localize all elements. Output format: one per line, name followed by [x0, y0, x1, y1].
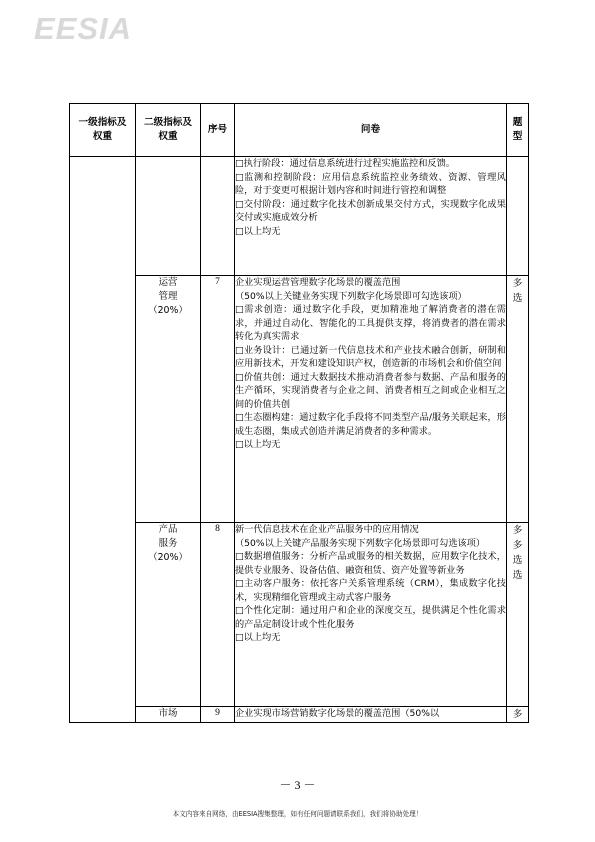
serial-number-7: 7	[201, 276, 235, 523]
footer-disclaimer: 本文内容来自网络，由EESIA搜集整理，如有任何问题请联系我们，我们将协助处理！	[172, 810, 423, 818]
category-product-service: 产品 服务 （20%）	[136, 523, 201, 707]
question-cell-9	[235, 707, 507, 723]
level1-cell	[70, 157, 136, 723]
table-row-continued	[70, 157, 529, 276]
option-line: □业务设计：已通过新一代信息技术和产业技术融合创新，研制和应用新技术，开发和建设知识产权，创造新的市场机会和价值空间	[235, 344, 506, 369]
question-type-8: 多 多 选 选	[507, 523, 529, 707]
table-row-7	[70, 276, 529, 523]
header-serial-number: 序号	[201, 104, 235, 157]
level2-cell-empty	[136, 157, 201, 276]
header-question-type: 题型	[507, 104, 529, 157]
eesia-logo: EESIA	[34, 11, 133, 46]
header-questionnaire: 问卷	[235, 104, 507, 157]
question-cell-8	[235, 523, 507, 707]
page-number: － 3 －	[279, 778, 316, 792]
serial-number-9: 9	[201, 707, 235, 723]
table-header-row	[70, 104, 529, 157]
option-line: □执行阶段：通过信息系统进行过程实施监控和反馈。	[235, 158, 455, 169]
option-line: □数据增值服务：分析产品或服务的相关数据，应用数字化技术，提供专业服务、设备估值、融资租赁、资产处置等新业务	[235, 551, 506, 576]
option-line: □价值共创：通过大数据技术推动消费者参与数据、产品和服务的生产循环，实现消费者与企业之间、消费者相互之间或企业相互之间的价值共创	[235, 371, 506, 410]
category-operations-management: 运营 管理 （20%）	[136, 276, 201, 523]
option-line: □以上均无	[235, 439, 281, 450]
question-title: 企业实现市场营销数字化场景的覆盖范围（50%以	[235, 708, 440, 719]
question-cell-7	[235, 276, 507, 523]
option-line: □个性化定制：通过用户和企业的深度交互，提供满足个性化需求的产品定制设计或个性化服务	[235, 605, 506, 630]
option-line: □交付阶段：通过数字化技术创新成果交付方式，实现数字化成果交付或实施成效分析	[235, 198, 506, 223]
type-cell-empty	[507, 157, 529, 276]
header-level1-indicator: 一级指标及权重	[70, 104, 136, 157]
table-row-8	[70, 523, 529, 707]
option-line: □主动客户服务：依托客户关系管理系统（CRM），集成数字化技术，实现精细化管理或主动式客户服务	[235, 578, 506, 603]
question-title: 企业实现运营管理数字化场景的覆盖范围	[235, 277, 401, 288]
option-line: □以上均无	[235, 225, 281, 237]
question-note: （50%以上关键产品服务实现下列数字化场景即可勾选该项）	[235, 537, 486, 549]
question-type-7: 多 选	[507, 276, 529, 523]
category-market: 市场	[136, 707, 201, 723]
table-row-9	[70, 707, 529, 723]
questionnaire-table	[69, 103, 529, 723]
serial-number-8: 8	[201, 523, 235, 707]
header-level2-indicator: 二级指标及权重	[136, 104, 201, 157]
option-line: □监测和控制阶段：应用信息系统监控业务绩效、资源、管理风险，对于变更可根据计划内容和时间进行管控和调整	[235, 171, 506, 196]
question-note: （50%以上关键业务实现下列数字化场景即可勾选该项）	[235, 290, 467, 302]
option-line: □生态圈构建：通过数字化手段将不同类型产品/服务关联起来，形成生态圈，集成式创造并满足消费者的多种需求。	[235, 412, 506, 437]
serial-cell-empty	[201, 157, 235, 276]
question-title: 新一代信息技术在企业产品服务中的应用情况	[235, 524, 419, 535]
option-line: □以上均无	[235, 632, 281, 643]
question-cell-continued	[235, 157, 507, 276]
question-type-9: 多	[507, 707, 529, 723]
option-line: □需求创造：通过数字化手段，更加精准地了解消费者的潜在需求，并通过自动化、智能化的工具提供支撑，将消费者的潜在需求转化为真实需求	[235, 304, 506, 342]
